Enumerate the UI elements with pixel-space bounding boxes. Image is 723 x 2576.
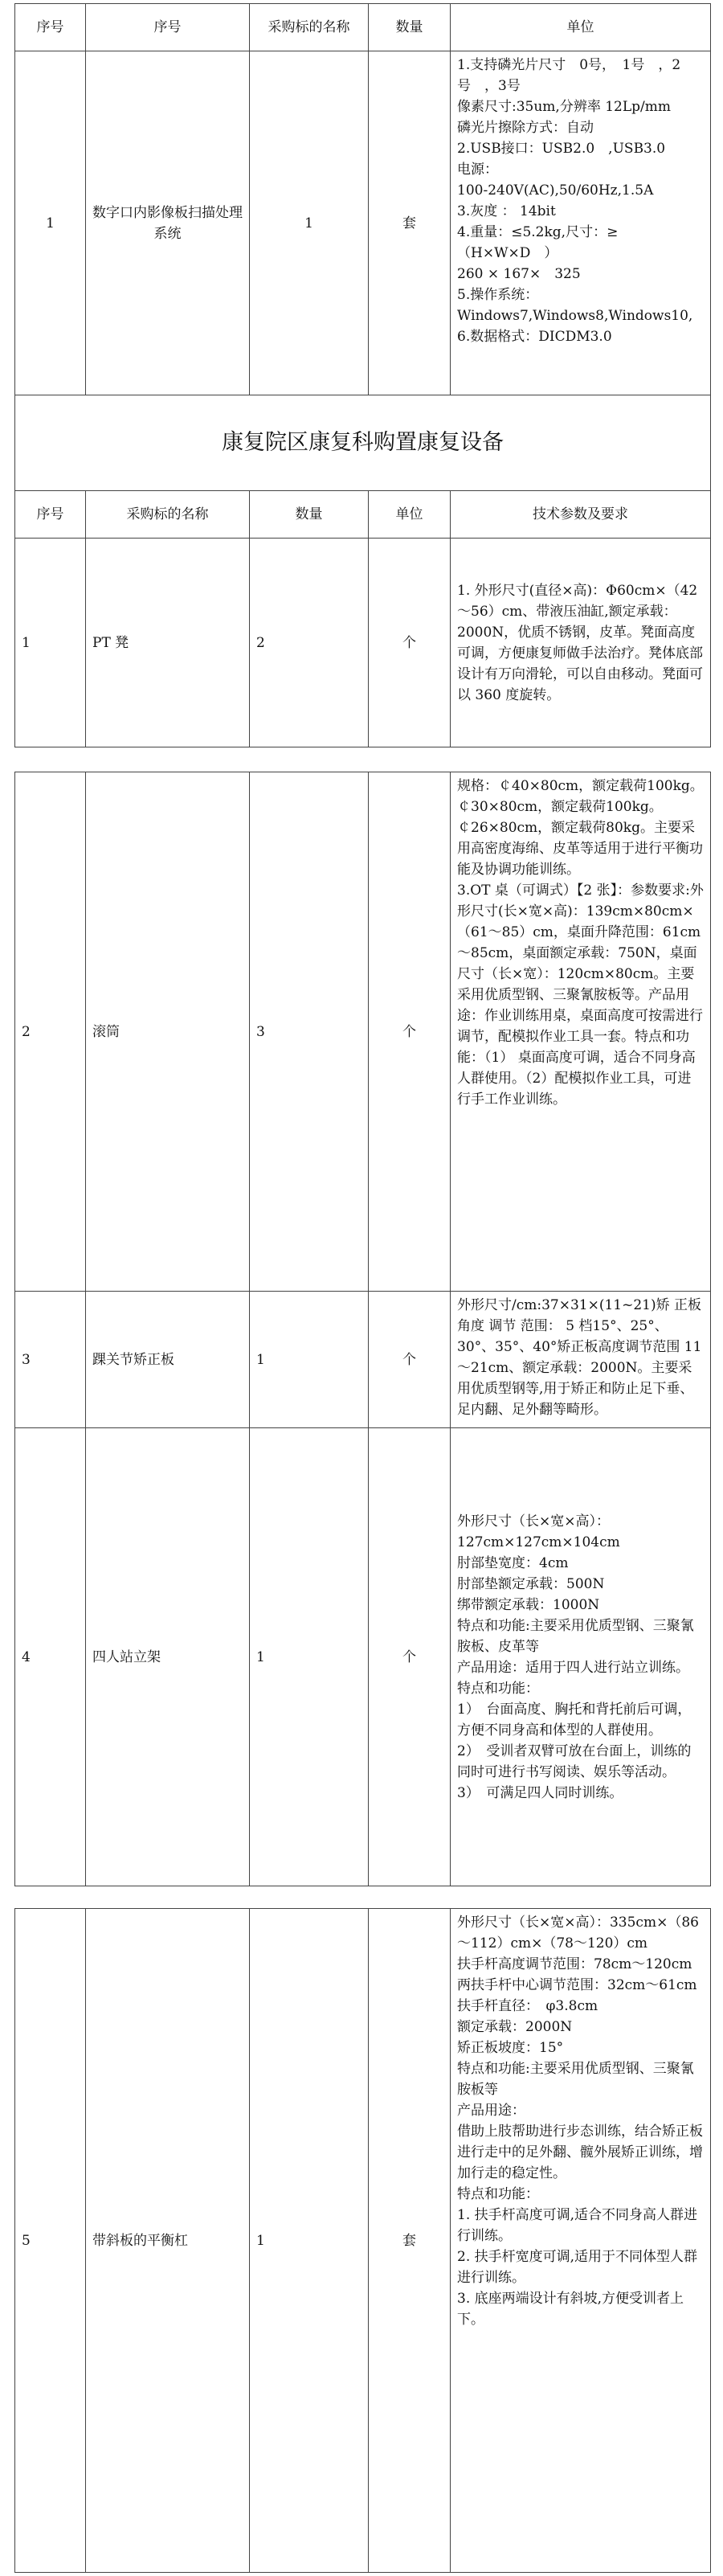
row-number: 5 [15, 1909, 86, 2573]
item-spec: 外形尺寸（长×宽×高）：127cm×127cm×104cm 肘部垫宽度：4cm 肘部垫额定承载：500N 绑带额定承载：1000N 特点和功能:主要采用优质型钢、三聚氰胺板、皮革等 产品用途：适用于四人进行站立训练。 特点和功能： 1） 台面高度、胸托和背托前后可调，方便不同身高和体型的人群使用。 2） 受训者双臂可放在台面上，训练的同时可进行书写阅读、娱乐等活动。 3） 可满足四人同时训练。 [451, 1428, 711, 1886]
table-row [15, 1428, 711, 1886]
item-quantity: 2 [250, 539, 369, 747]
row-number: 1 [15, 51, 86, 395]
item-unit: 个 [369, 772, 451, 1292]
item-quantity: 1 [250, 1428, 369, 1886]
header-cell: 数量 [250, 491, 369, 539]
item-quantity: 1 [250, 1909, 369, 2573]
equipment-table-middle [14, 772, 711, 1886]
item-name: 数字口内影像板扫描处理系统 [86, 51, 250, 395]
item-name: 带斜板的平衡杠 [86, 1909, 250, 2573]
item-name: 四人站立架 [86, 1428, 250, 1886]
item-quantity: 1 [250, 1292, 369, 1428]
item-unit: 个 [369, 539, 451, 747]
header-cell: 采购标的名称 [250, 4, 369, 51]
header-cell: 单位 [451, 4, 711, 51]
section-title-row [15, 395, 711, 491]
row-number: 3 [15, 1292, 86, 1428]
item-unit: 个 [369, 1292, 451, 1428]
row-number: 4 [15, 1428, 86, 1886]
table-row [15, 1292, 711, 1428]
table-row [15, 772, 711, 1292]
item-quantity: 1 [250, 51, 369, 395]
header-cell: 序号 [15, 491, 86, 539]
header-cell: 序号 [86, 4, 250, 51]
equipment-table-top [14, 3, 711, 747]
table-row [15, 539, 711, 747]
header-cell: 数量 [369, 4, 451, 51]
item-name: PT 凳 [86, 539, 250, 747]
header-cell: 采购标的名称 [86, 491, 250, 539]
table-row [15, 1909, 711, 2573]
row-number: 2 [15, 772, 86, 1292]
header-cell: 单位 [369, 491, 451, 539]
header-cell: 序号 [15, 4, 86, 51]
header-cell: 技术参数及要求 [451, 491, 711, 539]
item-quantity: 3 [250, 772, 369, 1292]
table2-header-row [15, 491, 711, 539]
table1-header-row [15, 4, 711, 51]
item-spec: 外形尺寸/cm:37×31×(11~21)矫 正板 角度 调节 范围： 5 档15°、25°、30°、35°、40°矫正板高度调节范围 11～21cm、额定承载：2000N。主要采用优质型钢等,用于矫正和防止足下垂、足内翻、足外翻等畸形。 [451, 1292, 711, 1428]
table-row [15, 51, 711, 395]
item-spec: 规格：￠40×80cm，额定载荷100kg。￠30×80cm，额定载荷100kg。￠26×80cm，额定载荷80kg。主要采用高密度海绵、皮革等适用于进行平衡功能及协调功能训练。 3.OT 桌（可调式）【2 张】：参数要求:外形尺寸(长×宽×高)：139cm×80cm×（61～85）cm，桌面升降范围：61cm～85cm，桌面额定承载：750N，桌面尺寸（长×宽）：120cm×80cm。主要采用优质型钢、三聚氰胺板等。产品用途：作业训练用桌，桌面高度可按需进行调节，配模拟作业工具一套。特点和功能：（1） 桌面高度可调，适合不同身高人群使用。（2）配模拟作业工具，可进行手工作业训练。 [451, 772, 711, 1292]
section-title: 康复院区康复科购置康复设备 [15, 395, 711, 491]
item-name: 踝关节矫正板 [86, 1292, 250, 1428]
item-spec: 1. 外形尺寸(直径×高)：Φ60cm×（42～56）cm、带液压油缸,额定承载：2000N，优质不锈钢，皮革。凳面高度可调，方便康复师做手法治疗。凳体底部设计有万向滑轮，可以自由移动。凳面可以 360 度旋转。 [451, 539, 711, 747]
item-unit: 个 [369, 1428, 451, 1886]
item-unit: 套 [369, 1909, 451, 2573]
equipment-table-bottom [14, 1908, 711, 2573]
item-name: 滚筒 [86, 772, 250, 1292]
item-spec: 1.支持磷光片尺寸 0号， 1号 ，2号 ，3号 像素尺寸:35um,分辨率 12Lp/mm 磷光片擦除方式：自动 2.USB接口：USB2.0 ,USB3.0 电源： 100-240V(AC),50/60Hz,1.5A 3.灰度 ： 14bit 4.重量：≤5.2kg,尺寸：≥（H×W×D ） 260 × 167× 325 5.操作系统： Windows7,Windows8,Windows10, 6.数据格式：DICDM3.0 [451, 51, 711, 395]
item-unit: 套 [369, 51, 451, 395]
row-number: 1 [15, 539, 86, 747]
item-spec: 外形尺寸（长×宽×高）：335cm×（86～112）cm×（78～120）cm 扶手杆高度调节范围：78cm～120cm 两扶手杆中心调节范围：32cm～61cm 扶手杆直径： φ3.8cm 额定承载：2000N 矫正板坡度：15° 特点和功能:主要采用优质型钢、三聚氰胺板等 产品用途： 借助上肢帮助进行步态训练，结合矫正板进行走中的足外翻、髋外展矫正训练，增加行走的稳定性。 特点和功能： 1. 扶手杆高度可调,适合不同身高人群进行训练。 2. 扶手杆宽度可调,适用于不同体型人群进行训练。 3. 底座两端设计有斜坡,方便受训者上下。 [451, 1909, 711, 2573]
